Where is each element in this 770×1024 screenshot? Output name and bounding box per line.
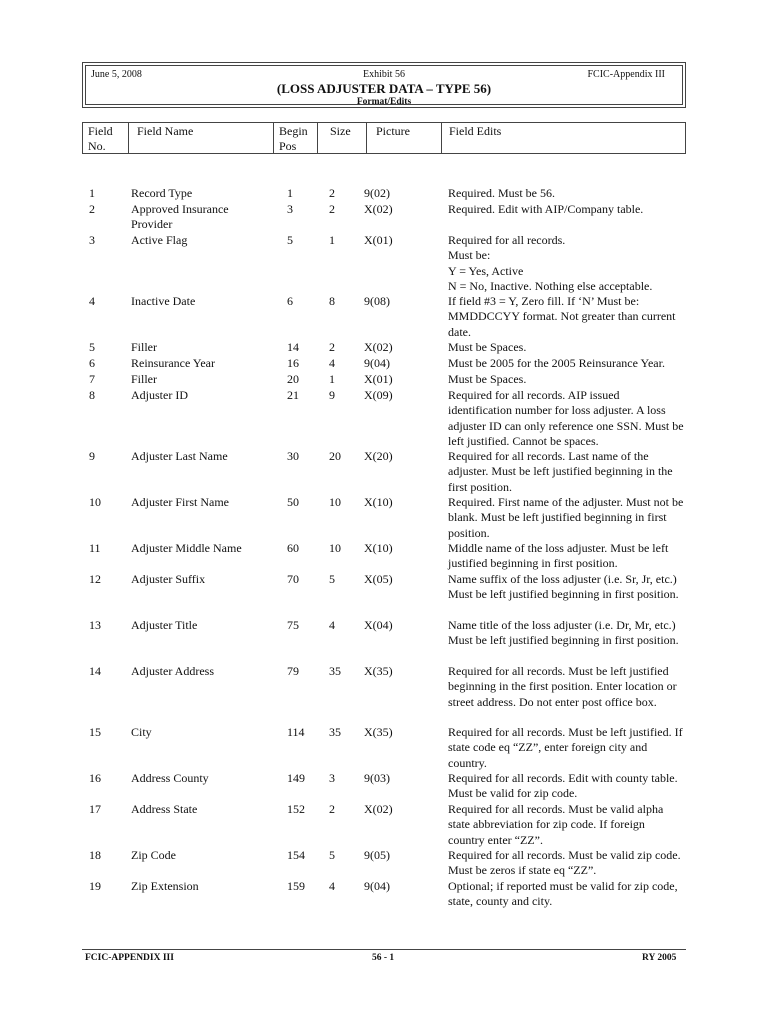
footer-right: RY 2005 <box>642 953 677 963</box>
picture: 9(05) <box>364 848 390 862</box>
begin-pos: 21 <box>287 388 299 402</box>
begin-pos: 60 <box>287 541 299 555</box>
size: 1 <box>329 372 335 386</box>
size: 1 <box>329 233 335 247</box>
field-name: Adjuster Last Name <box>131 449 228 463</box>
picture: X(35) <box>364 664 393 678</box>
footer-left: FCIC-APPENDIX III <box>85 953 174 963</box>
field-no: 10 <box>89 495 101 509</box>
size: 4 <box>329 879 335 893</box>
size: 2 <box>329 802 335 816</box>
begin-pos: 16 <box>287 356 299 370</box>
field-name: Adjuster ID <box>131 388 188 402</box>
begin-pos: 5 <box>287 233 293 247</box>
begin-pos: 159 <box>287 879 305 893</box>
header-date: June 5, 2008 <box>91 69 142 80</box>
page-title: (LOSS ADJUSTER DATA – TYPE 56) <box>276 81 492 96</box>
begin-pos: 3 <box>287 202 293 216</box>
field-name: Adjuster Middle Name <box>131 541 242 555</box>
field-edits: Required for all records. Must be: Y = Yes, Active N = No, Inactive. Nothing else acceptable. <box>448 233 653 293</box>
col-picture: Picture <box>376 124 410 138</box>
col-field-no <box>88 123 113 153</box>
header-appendix: FCIC-Appendix III <box>587 69 665 80</box>
field-no: 7 <box>89 372 95 386</box>
size: 8 <box>329 294 335 308</box>
field-name: Adjuster Suffix <box>131 572 206 586</box>
field-no: 2 <box>89 202 95 216</box>
field-no: 17 <box>89 802 101 816</box>
page-subtitle: Format/Edits <box>356 97 412 107</box>
size: 10 <box>329 495 341 509</box>
col-divider <box>273 123 274 153</box>
field-name: Reinsurance Year <box>131 356 215 370</box>
field-no: 4 <box>89 294 95 308</box>
field-name: City <box>131 725 152 739</box>
picture: X(35) <box>364 725 393 739</box>
size: 4 <box>329 618 335 632</box>
field-edits: Must be Spaces. <box>448 340 527 354</box>
size: 10 <box>329 541 341 555</box>
picture: 9(02) <box>364 186 390 200</box>
field-name: Address County <box>131 771 209 785</box>
field-no: 18 <box>89 848 101 862</box>
begin-pos: 149 <box>287 771 305 785</box>
footer-divider <box>82 949 686 950</box>
field-edits: Required. First name of the adjuster. Must not be blank. Must be left justified beginning in first position. <box>448 495 684 540</box>
picture: 9(04) <box>364 356 390 370</box>
field-no: 8 <box>89 388 95 402</box>
field-name: Filler <box>131 340 157 354</box>
col-field-no-line1: Field <box>88 124 113 138</box>
field-edits: Must be Spaces. <box>448 372 527 386</box>
begin-pos: 114 <box>287 725 305 739</box>
document-header <box>82 62 686 108</box>
field-edits: Optional; if reported must be valid for zip code, state, county and city. <box>448 879 678 909</box>
field-edits: Name suffix of the loss adjuster (i.e. Sr, Jr, etc.) Must be left justified beginning in first position. <box>448 572 679 602</box>
size: 5 <box>329 572 335 586</box>
begin-pos: 50 <box>287 495 299 509</box>
size: 35 <box>329 664 341 678</box>
begin-pos: 75 <box>287 618 299 632</box>
field-edits: If field #3 = Y, Zero fill. If ‘N’ Must be: MMDDCCYY format. Not greater than current date. <box>448 294 676 339</box>
size: 2 <box>329 340 335 354</box>
field-name: Active Flag <box>131 233 188 247</box>
field-no: 3 <box>89 233 95 247</box>
picture: X(01) <box>364 233 393 247</box>
picture: X(01) <box>364 372 393 386</box>
col-begin-line1: Begin <box>279 124 308 138</box>
field-no: 19 <box>89 879 101 893</box>
field-no: 5 <box>89 340 95 354</box>
field-no: 1 <box>89 186 95 200</box>
size: 2 <box>329 202 335 216</box>
picture: X(09) <box>364 388 393 402</box>
field-name: Address State <box>131 802 198 816</box>
size: 5 <box>329 848 335 862</box>
field-no: 6 <box>89 356 95 370</box>
field-edits: Required for all records. Edit with county table. Must be valid for zip code. <box>448 771 678 801</box>
field-name: Record Type <box>131 186 193 200</box>
field-edits: Required for all records. Must be valid alpha state abbreviation for zip code. If foreign country enter “ZZ”. <box>448 802 664 847</box>
picture: X(02) <box>364 340 393 354</box>
col-divider <box>366 123 367 153</box>
field-no: 15 <box>89 725 101 739</box>
footer-page-number: 56 - 1 <box>372 953 395 963</box>
begin-pos: 154 <box>287 848 305 862</box>
field-edits: Required for all records. Must be left justified. If state code eq “ZZ”, enter foreign city and country. <box>448 725 683 770</box>
size: 2 <box>329 186 335 200</box>
picture: X(05) <box>364 572 393 586</box>
field-edits: Required for all records. Last name of the adjuster. Must be left justified beginning in the first position. <box>448 449 673 494</box>
picture: X(02) <box>364 802 393 816</box>
picture: X(10) <box>364 495 393 509</box>
begin-pos: 30 <box>287 449 299 463</box>
col-size: Size <box>330 124 351 138</box>
begin-pos: 70 <box>287 572 299 586</box>
column-header-row <box>82 122 686 154</box>
field-edits: Required. Edit with AIP/Company table. <box>448 202 644 216</box>
field-edits: Name title of the loss adjuster (i.e. Dr, Mr, etc.) Must be left justified beginning in first position. <box>448 618 679 648</box>
field-no: 13 <box>89 618 101 632</box>
picture: 9(04) <box>364 879 390 893</box>
size: 9 <box>329 388 335 402</box>
field-name: Inactive Date <box>131 294 196 308</box>
picture: X(10) <box>364 541 393 555</box>
field-edits: Middle name of the loss adjuster. Must be left justified beginning in first position. <box>448 541 669 571</box>
field-no: 14 <box>89 664 101 678</box>
col-divider <box>128 123 129 153</box>
col-field-edits: Field Edits <box>449 124 502 138</box>
field-name: Approved Insurance Provider <box>131 202 229 232</box>
col-begin-pos <box>279 123 308 153</box>
begin-pos: 1 <box>287 186 293 200</box>
picture: 9(03) <box>364 771 390 785</box>
field-edits: Required. Must be 56. <box>448 186 555 200</box>
field-no: 12 <box>89 572 101 586</box>
size: 20 <box>329 449 341 463</box>
picture: X(04) <box>364 618 393 632</box>
begin-pos: 20 <box>287 372 299 386</box>
picture: X(02) <box>364 202 393 216</box>
picture: 9(08) <box>364 294 390 308</box>
field-name: Zip Extension <box>131 879 199 893</box>
begin-pos: 79 <box>287 664 299 678</box>
field-edits: Required for all records. Must be valid zip code. Must be zeros if state eq “ZZ”. <box>448 848 681 878</box>
field-edits: Required for all records. AIP issued identification number for loss adjuster. A loss adjuster ID can only reference one SSN. Must be left justified. Cannot be spaces. <box>448 388 684 448</box>
field-no: 9 <box>89 449 95 463</box>
field-name: Adjuster First Name <box>131 495 229 509</box>
col-begin-line2: Pos <box>279 139 297 153</box>
field-name: Zip Code <box>131 848 176 862</box>
size: 35 <box>329 725 341 739</box>
col-divider <box>317 123 318 153</box>
begin-pos: 152 <box>287 802 305 816</box>
size: 3 <box>329 771 335 785</box>
field-edits: Required for all records. Must be left justified beginning in the first position. Enter location or street address. Do not enter post office box. <box>448 664 677 709</box>
col-field-name: Field Name <box>137 124 194 138</box>
field-edits: Must be 2005 for the 2005 Reinsurance Year. <box>448 356 665 370</box>
field-no: 16 <box>89 771 101 785</box>
field-name: Adjuster Address <box>131 664 214 678</box>
size: 4 <box>329 356 335 370</box>
field-name: Adjuster Title <box>131 618 198 632</box>
field-no: 11 <box>89 541 101 555</box>
field-name: Filler <box>131 372 157 386</box>
col-field-no-line2: No. <box>88 139 106 153</box>
begin-pos: 6 <box>287 294 293 308</box>
begin-pos: 14 <box>287 340 299 354</box>
picture: X(20) <box>364 449 393 463</box>
header-exhibit: Exhibit 56 <box>363 69 405 80</box>
col-divider <box>441 123 442 153</box>
